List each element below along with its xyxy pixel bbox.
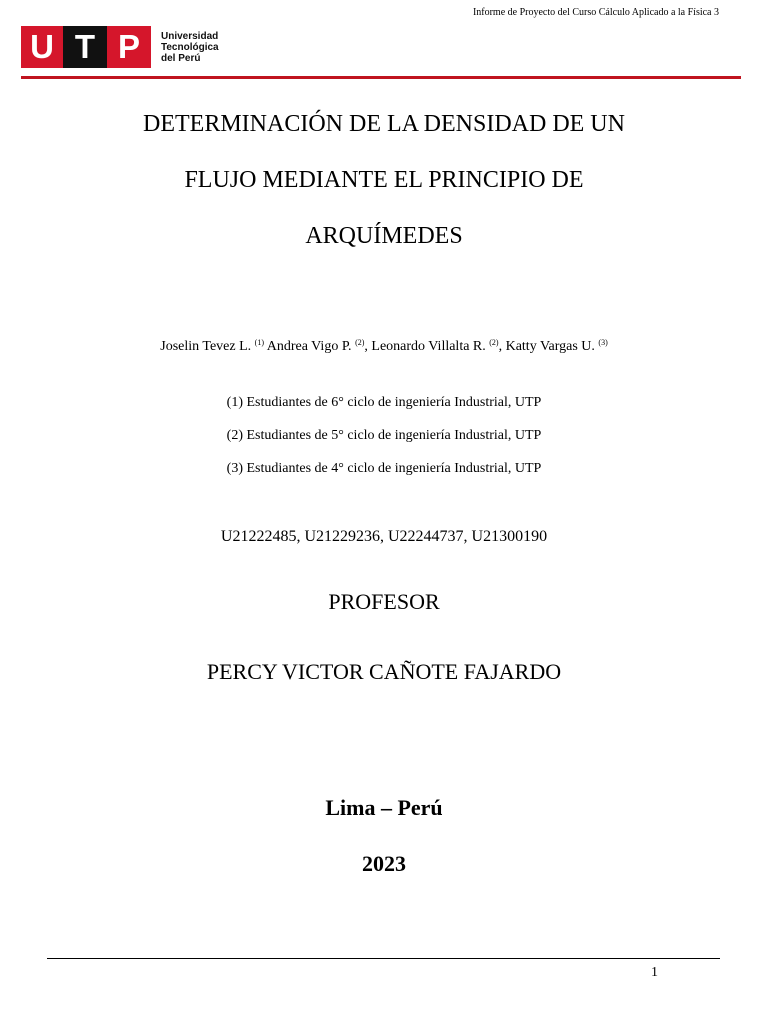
author-name: Joselin Tevez L.	[160, 339, 252, 354]
page-number: 1	[651, 965, 658, 980]
logo-letter-p: P	[107, 26, 151, 68]
title-line: DETERMINACIÓN DE LA DENSIDAD DE UN	[143, 111, 625, 137]
author-separator: ,	[498, 339, 506, 354]
author-name: Leonardo Villalta R.	[371, 339, 486, 354]
author-separator: ,	[364, 339, 372, 354]
utp-logo	[21, 26, 219, 68]
header-note: Informe de Proyecto del Curso Cálculo Aplicado a la Física 3	[472, 7, 719, 18]
logo-text-line: del Perú	[161, 52, 201, 64]
authors-line	[0, 339, 768, 355]
affiliation-line: (1) Estudiantes de 6° ciclo de ingeniería Industrial, UTP	[226, 395, 542, 410]
logo-text-line: Tecnológica	[161, 41, 219, 53]
title-line: FLUJO MEDIANTE EL PRINCIPIO DE	[184, 167, 584, 193]
author-affiliation-mark: (2)	[489, 338, 499, 347]
author-affiliation-mark: (1)	[254, 338, 264, 347]
author-affiliation-mark: (3)	[598, 338, 608, 347]
logo-text-line: Universidad	[161, 30, 219, 42]
author-affiliation-mark: (2)	[355, 338, 365, 347]
profesor-label: PROFESOR	[328, 589, 440, 614]
year: 2023	[362, 851, 406, 876]
affiliation-line: (3) Estudiantes de 4° ciclo de ingeniería Industrial, UTP	[226, 461, 542, 476]
author-name: Andrea Vigo P.	[266, 339, 352, 354]
logo-wordmark	[161, 31, 219, 64]
title-line: ARQUÍMEDES	[305, 223, 463, 249]
place: Lima – Perú	[325, 795, 443, 820]
footer-divider	[47, 958, 720, 959]
logo-letter-u: U	[21, 26, 63, 68]
header-divider	[21, 76, 741, 79]
profesor-name: PERCY VICTOR CAÑOTE FAJARDO	[206, 659, 562, 684]
author-name: Katty Vargas U.	[505, 339, 595, 354]
affiliation-line: (2) Estudiantes de 5° ciclo de ingeniería Industrial, UTP	[226, 428, 542, 443]
logo-letter-t: T	[63, 26, 107, 68]
student-codes: U21222485, U21229236, U22244737, U21300190	[220, 528, 548, 545]
